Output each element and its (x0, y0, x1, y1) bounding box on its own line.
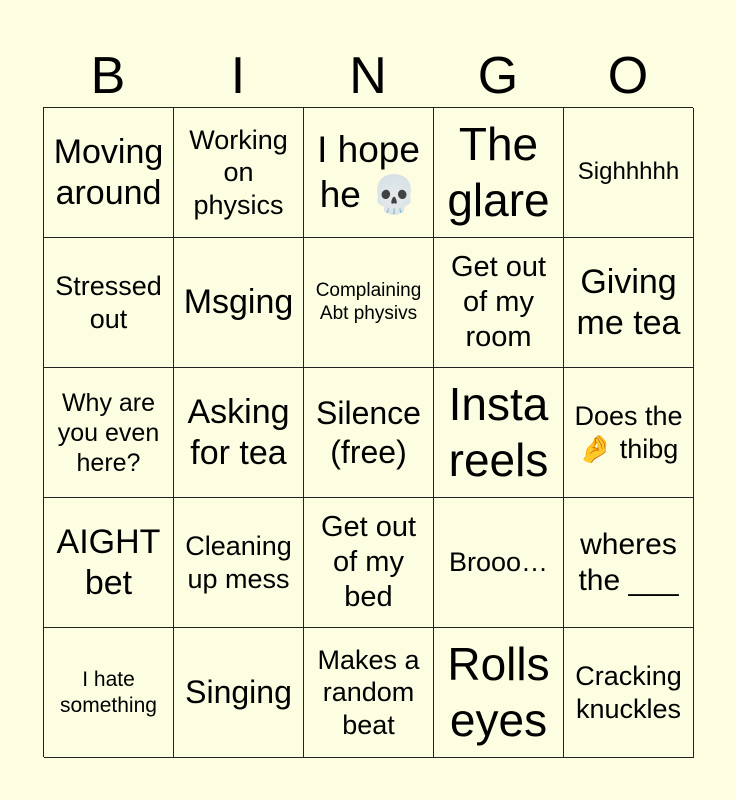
bingo-cell[interactable]: Asking for tea (174, 368, 304, 498)
bingo-cell[interactable]: Sighhhhh (564, 108, 694, 238)
bingo-cell[interactable]: Cleaning up mess (174, 498, 304, 628)
header-letter-o: O (607, 47, 649, 105)
bingo-cell[interactable]: wheres the ___ (564, 498, 694, 628)
bingo-cell[interactable]: Giving me tea (564, 238, 694, 368)
bingo-cell[interactable]: I hate something (44, 628, 174, 758)
header-letter-g: G (477, 47, 519, 105)
bingo-cell[interactable]: Get out of my bed (304, 498, 434, 628)
header-letter-n: N (349, 47, 387, 105)
bingo-cell[interactable]: Moving around (44, 108, 174, 238)
bingo-cell[interactable]: Makes a random beat (304, 628, 434, 758)
bingo-cell[interactable]: Complaining Abt physivs (304, 238, 434, 368)
bingo-cell[interactable]: The glare (434, 108, 564, 238)
bingo-cell[interactable]: Brooo… (434, 498, 564, 628)
bingo-board (43, 107, 693, 757)
bingo-cell[interactable]: I hope he 💀 (304, 108, 434, 238)
bingo-cell[interactable]: Rolls eyes (434, 628, 564, 758)
bingo-cell[interactable]: Insta reels (434, 368, 564, 498)
bingo-cell[interactable]: Msging (174, 238, 304, 368)
bingo-cell[interactable]: Silence (free) (304, 368, 434, 498)
bingo-cell[interactable]: AIGHT bet (44, 498, 174, 628)
header-letter-i: I (230, 47, 246, 105)
bingo-cell[interactable]: Why are you even here? (44, 368, 174, 498)
bingo-cell[interactable]: Get out of my room (434, 238, 564, 368)
bingo-cell[interactable]: Stressed out (44, 238, 174, 368)
bingo-cell[interactable]: Cracking knuckles (564, 628, 694, 758)
bingo-cell[interactable]: Working on physics (174, 108, 304, 238)
bingo-cell[interactable]: Singing (174, 628, 304, 758)
bingo-header (43, 44, 693, 108)
header-letter-b: B (90, 47, 126, 105)
bingo-cell[interactable]: Does the 🤌 thibg (564, 368, 694, 498)
